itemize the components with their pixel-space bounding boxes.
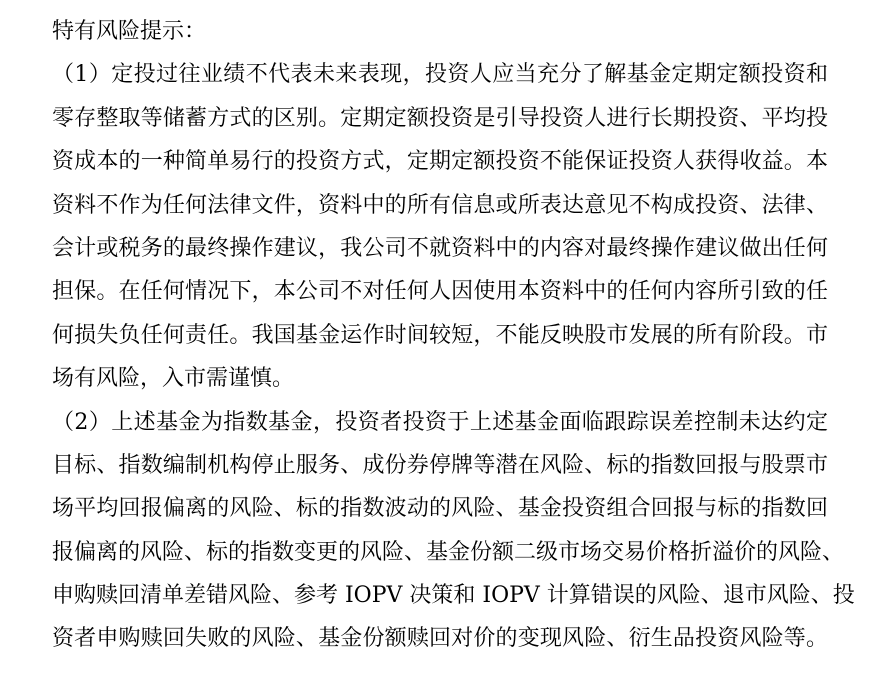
- paragraph-1-line: 会计或税务的最终操作建议，我公司不就资料中的内容对最终操作建议做出任何: [52, 235, 828, 261]
- paragraph-2-line: 目标、指数编制机构停止服务、成份券停牌等潜在风险、标的指数回报与股票市: [52, 452, 828, 478]
- paragraph-1-line: 资料不作为任何法律文件，资料中的所有信息或所表达意见不构成投资、法律、: [52, 192, 828, 218]
- paragraph-1-line: 担保。在任何情况下，本公司不对任何人因使用本资料中的任何内容所引致的任: [52, 279, 828, 305]
- paragraph-1-line: 场有风险，入市需谨慎。: [52, 366, 295, 392]
- paragraph-1-line: 零存整取等储蓄方式的区别。定期定额投资是引导投资人进行长期投资、平均投: [52, 105, 828, 131]
- paragraph-2-line: 报偏离的风险、标的指数变更的风险、基金份额二级市场交易价格折溢价的风险、: [52, 539, 845, 565]
- paragraph-2-line: 资者申购赎回失败的风险、基金份额赎回对价的变现风险、衍生品投资风险等。: [52, 626, 828, 652]
- paragraph-2-line: 申购赎回清单差错风险、参考 IOPV 决策和 IOPV 计算错误的风险、退市风险、投: [52, 583, 855, 609]
- paragraph-1-line: 何损失负任何责任。我国基金运作时间较短，不能反映股市发展的所有阶段。市: [52, 322, 828, 348]
- paragraph-2: [52, 401, 855, 661]
- paragraph-2-line: 场平均回报偏离的风险、标的指数波动的风险、基金投资组合回报与标的指数回: [52, 496, 828, 522]
- paragraph-2-line: （2）上述基金为指数基金，投资者投资于上述基金面临跟踪误差控制未达约定: [52, 409, 828, 435]
- document-title: 特有风险提示：: [52, 19, 207, 44]
- risk-disclosure-document: [52, 10, 855, 661]
- paragraph-1: [52, 53, 828, 400]
- paragraph-1-line: 资成本的一种简单易行的投资方式，定期定额投资不能保证投资人获得收益。本: [52, 149, 828, 175]
- paragraph-1-line: （1）定投过往业绩不代表未来表现，投资人应当充分了解基金定期定额投资和: [52, 62, 828, 88]
